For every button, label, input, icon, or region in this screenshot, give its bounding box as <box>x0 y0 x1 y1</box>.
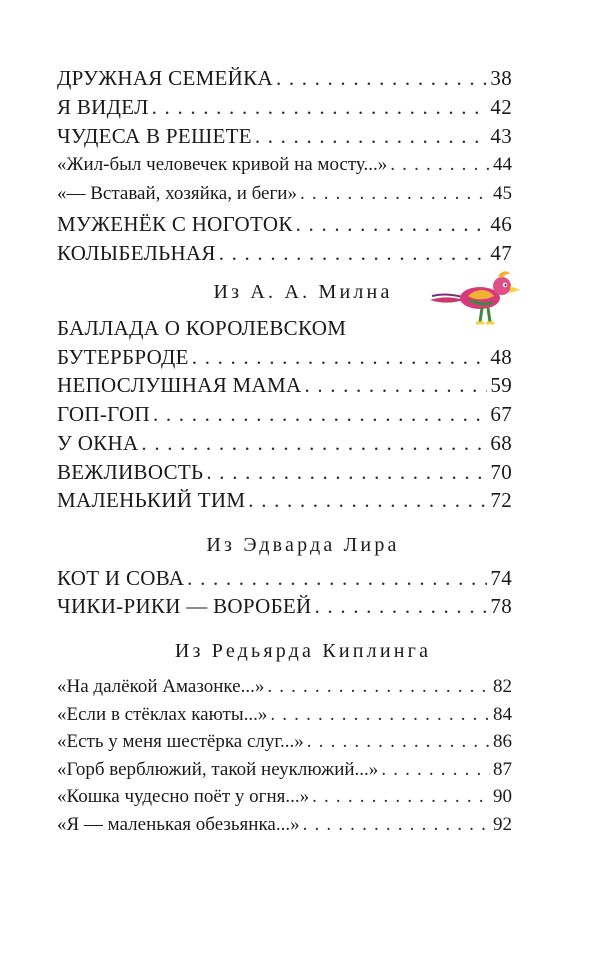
dot-leader <box>315 594 488 619</box>
toc-entry-title: «Кошка чудесно поёт у огня...» <box>57 786 310 808</box>
toc-entry-page-number: 38 <box>490 66 512 90</box>
toc-entry-page-number: 42 <box>490 95 512 120</box>
toc-entry-page-number: 43 <box>490 124 512 149</box>
toc-entry-title: КОЛЫБЕЛЬНАЯ <box>57 241 216 266</box>
toc-entry[interactable] <box>57 566 512 594</box>
toc-entry-page-number: 48 <box>490 344 512 369</box>
toc-entry-page-number: 46 <box>490 212 512 236</box>
toc-entry[interactable] <box>57 66 512 94</box>
toc-entry[interactable] <box>57 241 512 269</box>
toc-entry-page-number: 82 <box>493 676 512 697</box>
toc-entry[interactable] <box>57 154 512 182</box>
toc-entry[interactable] <box>57 373 512 401</box>
dot-leader <box>270 704 490 726</box>
dot-leader <box>153 402 487 427</box>
toc-entry-page-number: 70 <box>490 459 512 484</box>
toc-entry-title: «Есть у меня шестёрка слуг...» <box>57 731 304 753</box>
dot-leader <box>206 460 487 485</box>
toc-entry-title: КОТ И СОВА <box>57 566 185 590</box>
toc-entry-page-number: 84 <box>493 703 512 725</box>
toc-entry[interactable] <box>57 124 512 152</box>
toc-entry-title: У ОКНА <box>57 430 139 455</box>
dot-leader <box>219 241 488 266</box>
toc-entry-title: ЧИКИ-РИКИ — ВОРОБЕЙ <box>57 594 312 618</box>
toc-entry-title: НЕПОСЛУШНАЯ МАМА <box>57 373 302 398</box>
dot-leader <box>312 786 490 808</box>
toc-entry[interactable] <box>57 676 512 704</box>
dot-leader <box>141 431 487 456</box>
toc-entry-page-number: 45 <box>493 182 512 204</box>
toc-entry-title: «Горб верблюжий, такой неуклюжий...» <box>57 758 379 780</box>
dot-leader <box>296 212 488 237</box>
toc-entry-page-number: 44 <box>493 153 512 175</box>
toc-entry[interactable] <box>57 786 512 814</box>
toc-entry-page-number: 86 <box>493 731 512 753</box>
toc-entry[interactable] <box>57 431 512 459</box>
dot-leader <box>307 731 490 753</box>
toc-entry[interactable] <box>57 814 512 842</box>
section-heading: Из Эдварда Лира <box>206 534 400 556</box>
toc-entry-page-number: 68 <box>490 430 512 455</box>
dot-leader <box>276 66 487 91</box>
parrot-bird-icon <box>428 266 524 330</box>
toc-entry-title: БУТЕРБРОДЕ <box>57 344 189 369</box>
section-heading: Из А. А. Милна <box>213 281 393 303</box>
toc-entry-page-number: 90 <box>493 786 512 808</box>
dot-leader <box>152 95 488 120</box>
toc-entry[interactable] <box>57 95 512 123</box>
toc-entry-page-number: 87 <box>493 758 512 780</box>
toc-entry-title: МУЖЕНЁК С НОГОТОК <box>57 212 293 236</box>
toc-entry-title: «Я — маленькая обезьянка...» <box>57 814 300 835</box>
dot-leader <box>300 183 490 205</box>
toc-entry-page-number: 74 <box>490 566 512 590</box>
toc-entry-title: «— Вставай, хозяйка, и беги» <box>57 182 297 204</box>
toc-entry[interactable] <box>57 212 512 240</box>
toc-entry[interactable] <box>57 731 512 759</box>
toc-entry[interactable] <box>57 460 512 488</box>
toc-entry[interactable] <box>57 183 512 211</box>
toc-entry[interactable] <box>57 488 512 516</box>
toc-entry[interactable] <box>57 759 512 787</box>
dot-leader <box>304 373 487 398</box>
toc-entry[interactable] <box>57 594 512 622</box>
toc-entry-title: ГОП-ГОП <box>57 402 150 427</box>
toc-entry-page-number: 72 <box>490 488 512 513</box>
dot-leader <box>303 814 490 836</box>
dot-leader <box>390 154 490 176</box>
toc-entry-title: Я ВИДЕЛ <box>57 95 149 120</box>
toc-entry[interactable] <box>57 345 512 373</box>
toc-entry[interactable] <box>57 402 512 430</box>
dot-leader <box>267 676 490 698</box>
toc-entry-title: МАЛЕНЬКИЙ ТИМ <box>57 488 246 513</box>
toc-entry-title: «На далёкой Амазонке...» <box>57 676 265 697</box>
toc-entry-title: ДРУЖНАЯ СЕМЕЙКА <box>57 66 273 90</box>
toc-entry-title: БАЛЛАДА О КОРОЛЕВСКОМ <box>57 316 347 340</box>
toc-entry-title: «Жил-был человечек кривой на мосту...» <box>57 153 388 175</box>
toc-entry-title: ЧУДЕСА В РЕШЕТЕ <box>57 124 252 149</box>
dot-leader <box>381 759 490 781</box>
toc-entry-title: ВЕЖЛИВОСТЬ <box>57 459 204 484</box>
toc-entry[interactable] <box>57 704 512 732</box>
dot-leader <box>248 488 487 513</box>
dot-leader <box>255 124 488 149</box>
dot-leader <box>192 345 488 370</box>
section-heading: Из Редьярда Киплинга <box>174 640 432 662</box>
dot-leader <box>187 566 487 591</box>
toc-entry-page-number: 78 <box>490 594 512 618</box>
toc-entry-page-number: 47 <box>490 241 512 266</box>
toc-entry-title: «Если в стёклах каюты...» <box>57 703 268 725</box>
toc-entry-page-number: 92 <box>493 814 512 835</box>
toc-entry-page-number: 59 <box>490 373 512 398</box>
toc-entry-page-number: 67 <box>490 402 512 427</box>
